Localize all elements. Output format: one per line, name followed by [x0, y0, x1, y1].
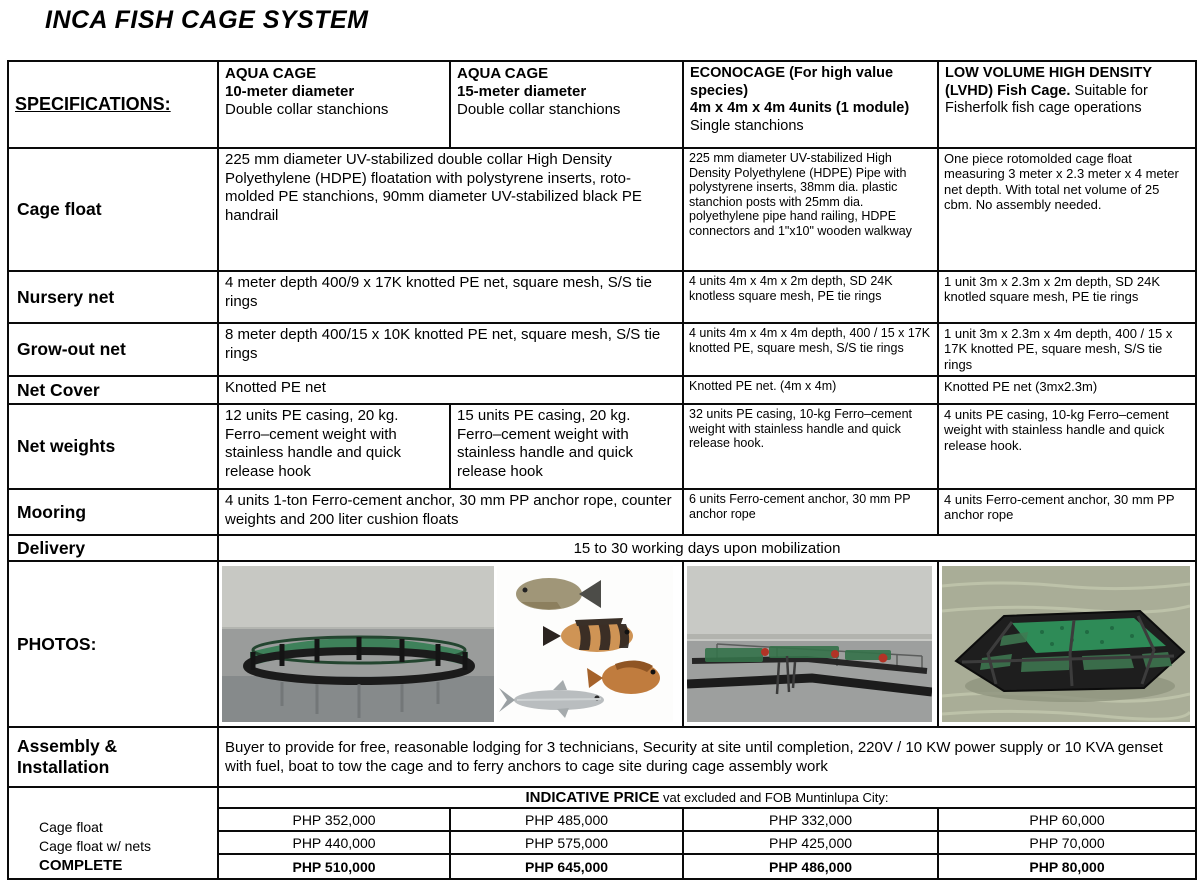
net-weights-aqua15-cell: 15 units PE casing, 20 kg. Ferro–cement weight with stainless handle and quick release hook — [450, 404, 683, 489]
indicative-price-note: vat excluded and FOB Muntinlupa City: — [663, 790, 889, 805]
column-header-aqua-15m — [450, 61, 683, 148]
net-weights-econo-cell: 32 units PE casing, 10-kg Ferro–cement weight with stainless handle and quick release hook. — [683, 404, 938, 489]
price-w-nets-lvhd: PHP 70,000 — [938, 831, 1196, 854]
photo-lvhd-float — [942, 566, 1192, 722]
grow-out-net-econo-cell: 4 units 4m x 4m x 4m depth, 400 / 15 x 17K knotted PE, square mesh, S/S tie rings — [683, 323, 938, 376]
price-label-cage-float: Cage float — [39, 819, 103, 835]
price-cage-float-aqua10: PHP 352,000 — [218, 808, 450, 831]
price-complete-aqua10: PHP 510,000 — [218, 854, 450, 879]
nursery-net-aqua-cell: 4 meter depth 400/9 x 17K knotted PE net, square mesh, S/S tie rings — [218, 271, 683, 323]
row-label-photos: PHOTOS: — [8, 561, 218, 727]
cage-float-econo-cell: 225 mm diameter UV-stabilized High Density Polyethylene (HDPE) Pipe with polystyrene inserts, 38mm dia. plastic stanchion posts with 25mm dia. polyethylene pipe hand railing, HDPE connectors and 1"x10" wooden walkway — [683, 148, 938, 271]
mooring-econo-cell: 6 units Ferro-cement anchor, 30 mm PP anchor rope — [683, 489, 938, 535]
specifications-label: SPECIFICATIONS: — [15, 94, 171, 114]
column-subtitle: 4m x 4m x 4m 4units (1 module) — [690, 100, 910, 116]
price-w-nets-econo: PHP 425,000 — [683, 831, 938, 854]
column-desc: Suitable for Fisherfolk fish cage operations — [945, 82, 1148, 116]
price-w-nets-aqua10: PHP 440,000 — [218, 831, 450, 854]
column-desc: Single stanchions — [690, 117, 804, 134]
photos-econo-cell — [683, 561, 938, 727]
nursery-net-lvhd-cell: 1 unit 3m x 2.3m x 2m depth, SD 24K knotled square mesh, PE tie rings — [938, 271, 1196, 323]
price-complete-lvhd: PHP 80,000 — [938, 854, 1196, 879]
column-desc: Double collar stanchions — [457, 101, 621, 118]
net-cover-lvhd-cell: Knotted PE net (3mx2.3m) — [938, 376, 1196, 404]
net-cover-aqua-cell: Knotted PE net — [218, 376, 683, 404]
photo-econocage-modules — [687, 566, 934, 722]
table-row — [8, 727, 1196, 787]
photos-aqua-cell — [218, 561, 683, 727]
row-label-cage-float: Cage float — [8, 148, 218, 271]
net-weights-aqua10-cell: 12 units PE casing, 20 kg. Ferro–cement weight with stainless handle and quick release hook — [218, 404, 450, 489]
table-row — [8, 61, 1196, 148]
assembly-value-cell: Buyer to provide for free, reasonable lodging for 3 technicians, Security at site until completion, 220V / 10 KW power supply or 10 KVA genset with fuel, boat to tow the cage and to ferry anchors to cage site during cage assembly work — [218, 727, 1196, 787]
row-label-net-weights: Net weights — [8, 404, 218, 489]
price-label-cage-float-w-nets: Cage float w/ nets — [39, 838, 152, 854]
table-row — [8, 148, 1196, 271]
mooring-aqua-cell: 4 units 1-ton Ferro-cement anchor, 30 mm PP anchor rope, counter weights and 200 liter cushion floats — [218, 489, 683, 535]
photo-fish-species — [497, 566, 673, 722]
table-row — [8, 271, 1196, 323]
table-row — [8, 787, 1196, 808]
column-header-aqua-10m — [218, 61, 450, 148]
row-label-grow-out-net: Grow-out net — [8, 323, 218, 376]
delivery-value-cell: 15 to 30 working days upon mobilization — [218, 535, 1196, 561]
specifications-header-cell — [8, 61, 218, 148]
photo-circular-aqua-cage — [222, 566, 494, 722]
table-row — [8, 376, 1196, 404]
cage-float-lvhd-cell: One piece rotomolded cage float measuring 3 meter x 2.3 meter x 4 meter net depth. With total net volume of 25 cbm. No assembly needed. — [938, 148, 1196, 271]
price-w-nets-aqua15: PHP 575,000 — [450, 831, 683, 854]
column-title: AQUA CAGE — [225, 65, 317, 82]
table-row — [8, 535, 1196, 561]
table-row — [8, 404, 1196, 489]
page-title: INCA FISH CAGE SYSTEM — [45, 6, 369, 34]
row-label-nursery-net: Nursery net — [8, 271, 218, 323]
column-title: AQUA CAGE — [457, 65, 549, 82]
price-label-complete: COMPLETE — [39, 857, 123, 874]
price-row-labels-cell — [8, 787, 218, 879]
indicative-price-title: INDICATIVE PRICE — [525, 789, 660, 806]
price-complete-aqua15: PHP 645,000 — [450, 854, 683, 879]
nursery-net-econo-cell: 4 units 4m x 4m x 2m depth, SD 24K knotless square mesh, PE tie rings — [683, 271, 938, 323]
net-weights-lvhd-cell: 4 units PE casing, 10-kg Ferro–cement weight with stainless handle and quick release hook. — [938, 404, 1196, 489]
photos-lvhd-cell — [938, 561, 1196, 727]
table-row — [8, 489, 1196, 535]
table-row — [8, 561, 1196, 727]
grow-out-net-lvhd-cell: 1 unit 3m x 2.3m x 4m depth, 400 / 15 x 17K knotted PE, square mesh, S/S tie rings — [938, 323, 1196, 376]
column-header-econocage — [683, 61, 938, 148]
indicative-price-header — [218, 787, 1196, 808]
row-label-delivery: Delivery — [8, 535, 218, 561]
column-title: ECONOCAGE (For high value species) — [690, 65, 894, 99]
price-cage-float-econo: PHP 332,000 — [683, 808, 938, 831]
table-row — [8, 323, 1196, 376]
specifications-table — [7, 60, 1197, 880]
price-cage-float-lvhd: PHP 60,000 — [938, 808, 1196, 831]
net-cover-econo-cell: Knotted PE net. (4m x 4m) — [683, 376, 938, 404]
price-complete-econo: PHP 486,000 — [683, 854, 938, 879]
row-label-net-cover: Net Cover — [8, 376, 218, 404]
grow-out-net-aqua-cell: 8 meter depth 400/15 x 10K knotted PE net, square mesh, S/S tie rings — [218, 323, 683, 376]
column-subtitle: 15-meter diameter — [457, 83, 587, 100]
column-header-lvhd — [938, 61, 1196, 148]
row-label-mooring: Mooring — [8, 489, 218, 535]
column-desc: Double collar stanchions — [225, 101, 389, 118]
cage-float-aqua-cell: 225 mm diameter UV-stabilized double collar High Density Polyethylene (HDPE) floatation with polystyrene inserts, roto-molded PE stanchions, 90mm diameter UV-stabilized black PE handrail — [218, 148, 683, 271]
price-cage-float-aqua15: PHP 485,000 — [450, 808, 683, 831]
column-subtitle: 10-meter diameter — [225, 83, 355, 100]
column-title: LOW VOLUME HIGH DENSITY (LVHD) Fish Cage. — [945, 65, 1152, 99]
row-label-assembly: Assembly & Installation — [8, 727, 218, 787]
mooring-lvhd-cell: 4 units Ferro-cement anchor, 30 mm PP anchor rope — [938, 489, 1196, 535]
